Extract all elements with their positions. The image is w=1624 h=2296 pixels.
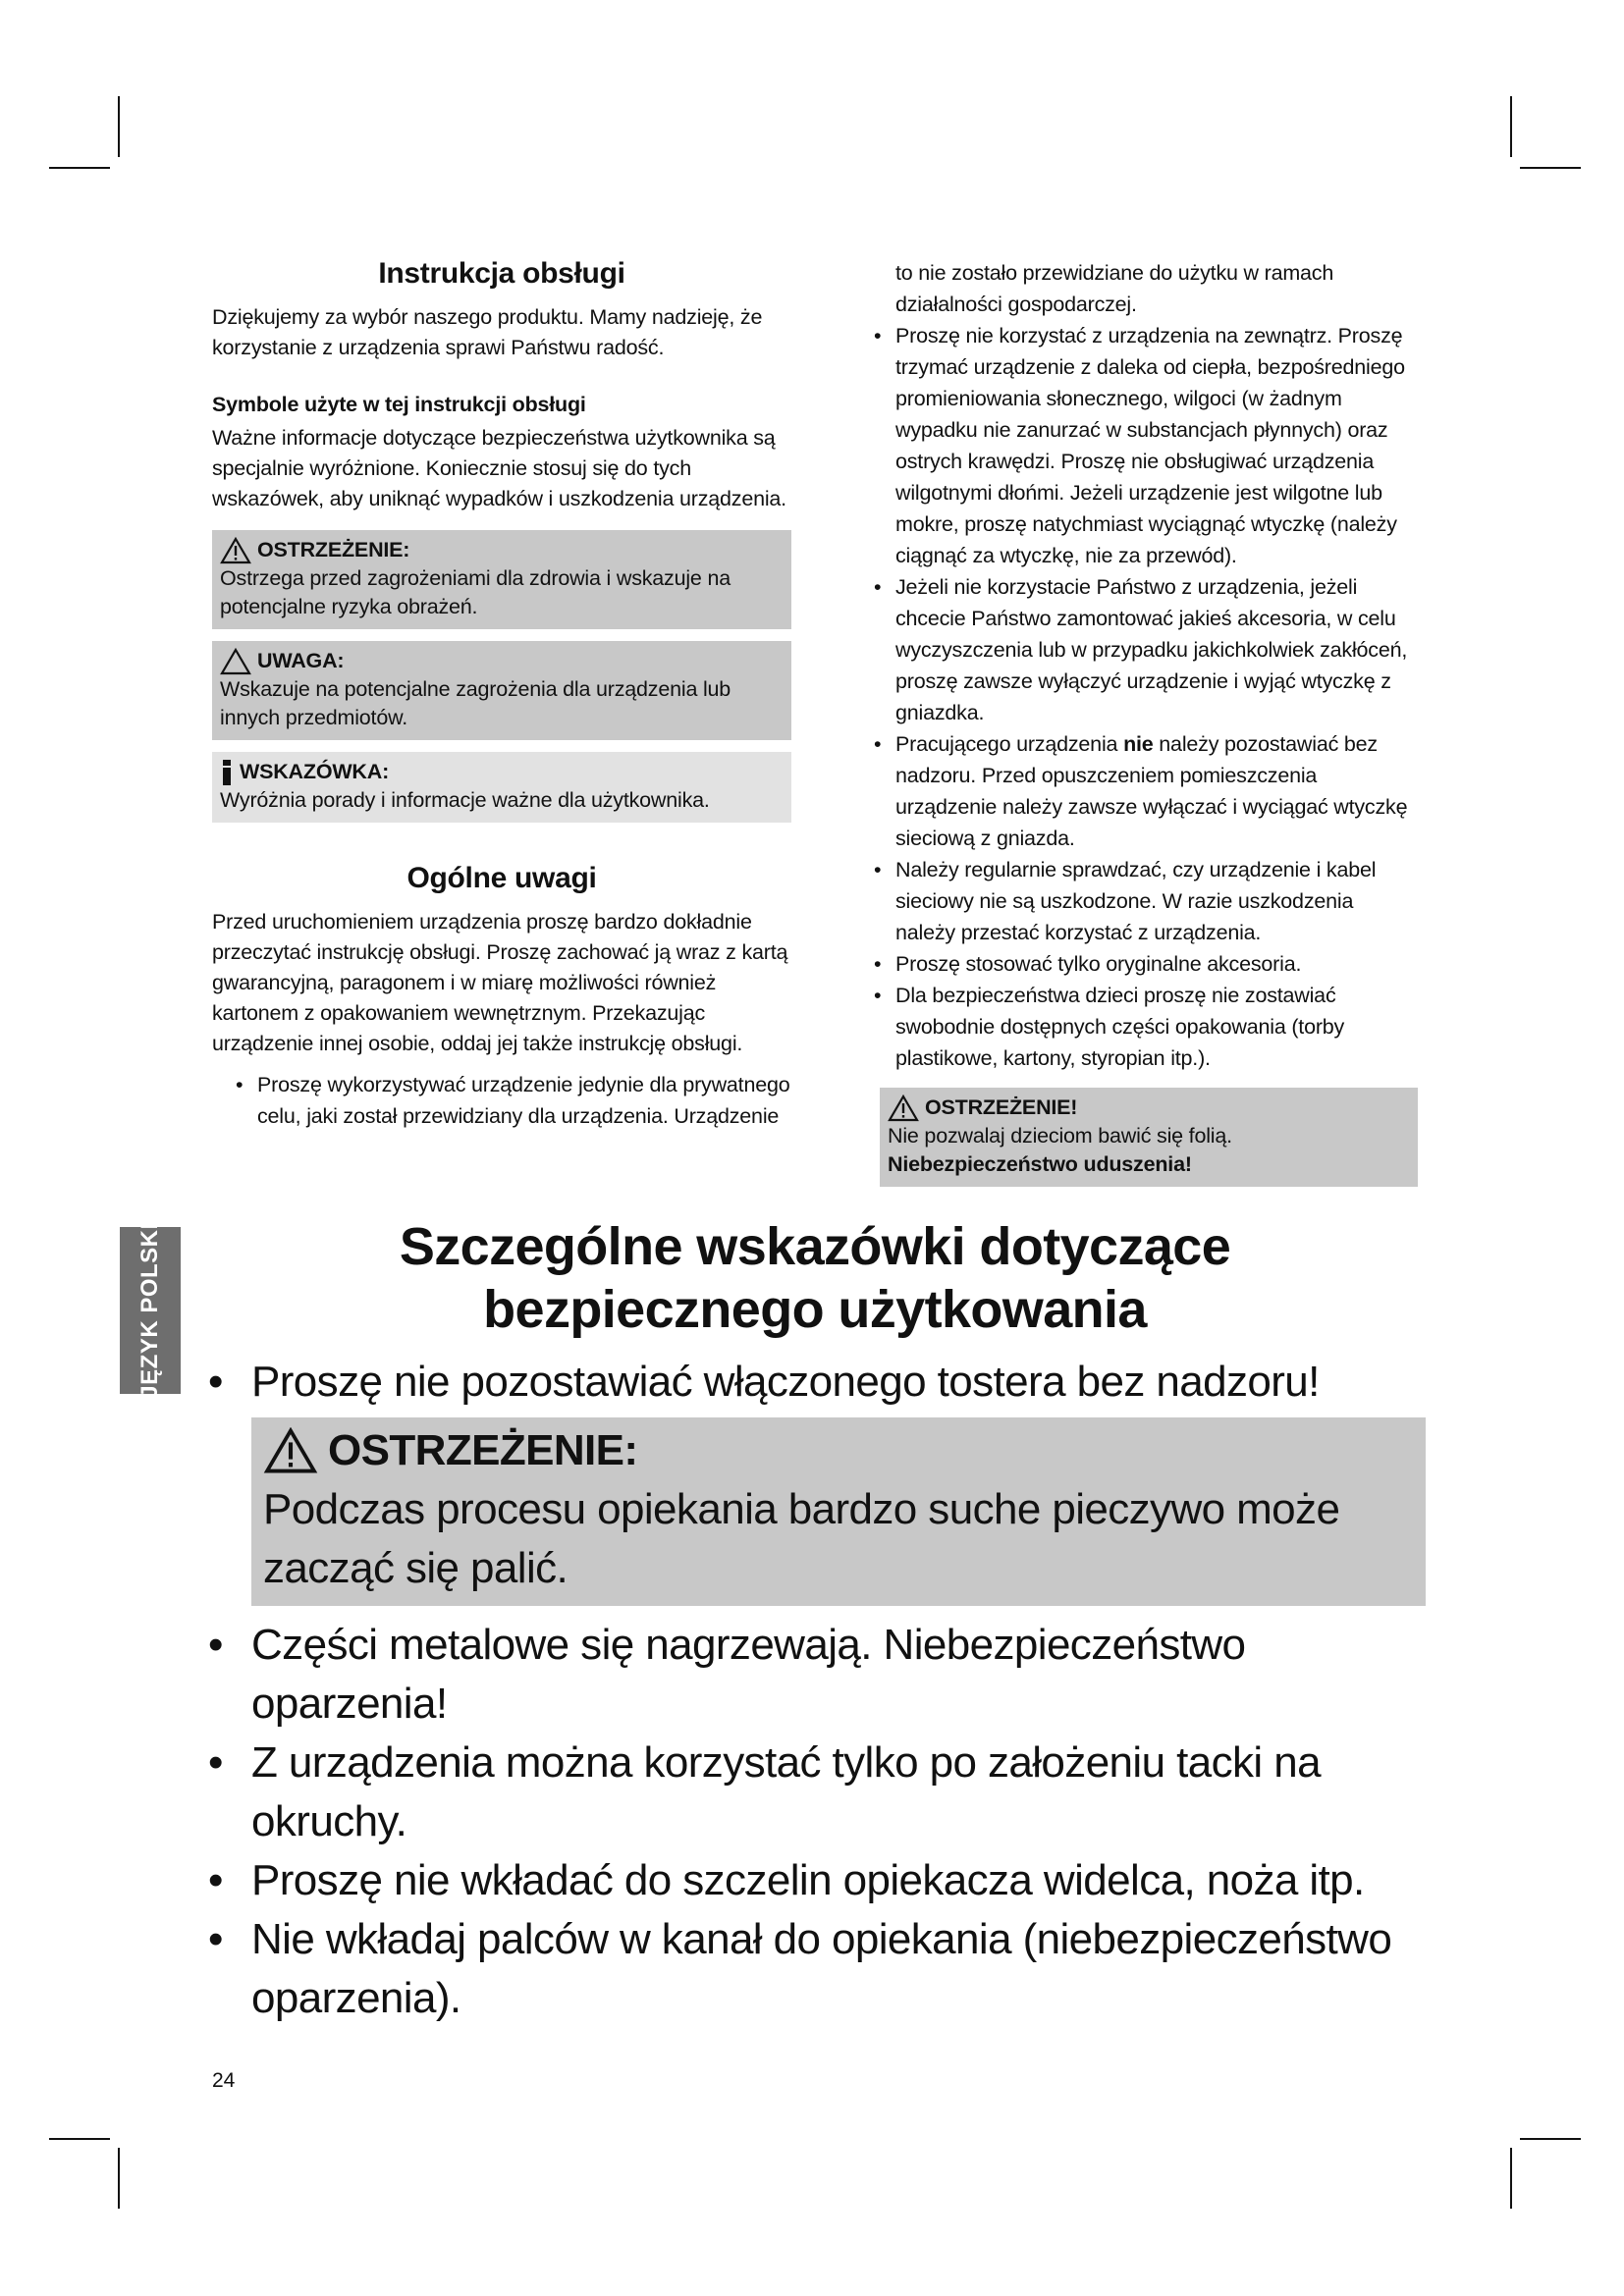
info-icon <box>220 759 234 786</box>
note-text: Wyróżnia porady i informacje ważne dla użytkownika. <box>220 788 710 812</box>
list-item: • Pracującego urządzenia nie należy pozostawiać bez nadzoru. Przed opuszczeniem pomieszczenia urządzenie należy zawsze wyłączać i wyciągać wtyczkę sieciową z gniazda. <box>874 732 1408 850</box>
warning-triangle-icon <box>888 1095 919 1122</box>
list-item-continuation: to nie zostało przewidziane do użytku w ramach działalności gospodarczej. <box>895 261 1334 316</box>
crop-mark <box>49 2138 110 2140</box>
crop-mark <box>118 2148 120 2209</box>
special-safety-title: Szczególne wskazówki dotyczące bezpiecznego użytkowania <box>399 1217 1231 1339</box>
list-item: • Proszę nie wkładać do szczelin opiekacza widelca, noża itp. <box>208 1856 1365 1904</box>
caution-text: Wskazuje na potencjalne zagrożenia dla urządzenia lub innych przedmiotów. <box>220 677 731 729</box>
instructions-title: Instrukcja obsługi <box>378 257 625 290</box>
warning-text: Ostrzega przed zagrożeniami dla zdrowia i wskazuje na potencjalne ryzyka obrażeń. <box>220 566 731 618</box>
note-box <box>212 752 791 823</box>
note-label: WSKAZÓWKA: <box>240 760 390 783</box>
language-tab-label: JĘZYK POLSKI <box>136 1222 163 1399</box>
list-item: • Dla bezpieczeństwa dzieci proszę nie zostawiać swobodnie dostępnych części opakowania (torby plastikowe, kartony, styropian itp.). <box>874 984 1345 1070</box>
list-item: • Proszę nie pozostawiać włączonego tostera bez nadzoru! <box>208 1358 1320 1406</box>
warning-text: Podczas procesu opiekania bardzo suche pieczywo może zacząć się palić. <box>263 1485 1340 1592</box>
language-tab <box>120 1222 181 1399</box>
warning-emphasis: Niebezpieczeństwo uduszenia! <box>888 1152 1192 1176</box>
list-item: • Proszę nie korzystać z urządzenia na zewnątrz. Proszę trzymać urządzenie z daleka od ciepła, bezpośredniego promieniowania słonecznego, wilgoci (w żadnym wypadku nie zanurzać w substancjach płynnych) oraz ostrych krawędzi. Proszę nie obsługiwać urządzenia wilgotnymi dłońmi. Jeżeli urządzenie jest wilgotne lub mokre, proszę natychmiast wyciągnąć wtyczkę (należy ciągnąć za wtyczkę, nie za przewód). <box>874 324 1405 567</box>
list-item: • Części metalowe się nagrzewają. Niebezpieczeństwo oparzenia! <box>208 1621 1246 1728</box>
page-number: 24 <box>212 2069 236 2092</box>
right-bullet-list <box>850 257 1418 1074</box>
list-item: • Nie wkładaj palców w kanał do opiekania (niebezpieczeństwo oparzenia). <box>208 1915 1392 2022</box>
intro-text: Dziękujemy za wybór naszego produktu. Mamy nadzieję, że korzystanie z urządzenia sprawi Państwu radość. <box>212 305 763 359</box>
left-bullet-list <box>212 1069 791 1132</box>
warning-label: OSTRZEŻENIE! <box>925 1095 1078 1119</box>
left-column <box>212 253 791 1132</box>
toaster-warning-box <box>251 1417 1426 1606</box>
right-column <box>850 257 1418 1187</box>
crop-mark <box>1520 2138 1581 2140</box>
list-item: • Proszę wykorzystywać urządzenie jedynie dla prywatnego celu, jaki został przewidziany dla urządzenia. Urządzenie <box>236 1073 790 1128</box>
warning-label: OSTRZEŻENIE: <box>257 538 410 561</box>
caution-label: UWAGA: <box>257 649 345 672</box>
crop-mark <box>1520 167 1581 169</box>
children-warning-box <box>880 1088 1418 1187</box>
special-safety-list <box>208 1353 1426 2028</box>
caution-triangle-icon <box>220 648 251 675</box>
list-item: • Należy regularnie sprawdzać, czy urządzenie i kabel sieciowy nie są uszkodzone. W razie uszkodzenia należy przestać korzystać z urządzenia. <box>874 858 1377 944</box>
warning-text: Nie pozwalaj dzieciom bawić się folią. <box>888 1124 1232 1148</box>
general-notes-title: Ogólne uwagi <box>406 862 597 894</box>
warning-label: OSTRZEŻENIE: <box>328 1426 638 1474</box>
list-item: • Z urządzenia można korzystać tylko po założeniu tacki na okruchy. <box>208 1738 1321 1845</box>
warning-triangle-icon <box>263 1427 318 1474</box>
warning-box <box>212 530 791 629</box>
list-item: • Proszę stosować tylko oryginalne akcesoria. <box>874 952 1302 976</box>
general-notes-text: Przed uruchomieniem urządzenia proszę bardzo dokładnie przeczytać instrukcję obsługi. Proszę zachować ją wraz z kartą gwarancyjną, paragonem i w miarę możliwości również kartonem z opakowaniem wewnętrznym. Przekazując urządzenie innej osobie, oddaj jej także instrukcję obsługi. <box>212 910 788 1055</box>
warning-triangle-icon <box>220 537 251 564</box>
crop-mark <box>1510 96 1512 157</box>
crop-mark <box>1510 2148 1512 2209</box>
crop-mark <box>118 96 120 157</box>
list-item: • Jeżeli nie korzystacie Państwo z urządzenia, jeżeli chcecie Państwo zamontować jakieś akcesoria, w celu wyczyszczenia lub w przypadku jakichkolwiek zakłóceń, proszę zawsze wyłączyć urządzenie i wyjąć wtyczkę z gniazdka. <box>874 575 1408 724</box>
crop-mark <box>49 167 110 169</box>
caution-box <box>212 641 791 740</box>
symbols-heading: Symbole użyte w tej instrukcji obsługi <box>212 393 586 416</box>
symbols-text: Ważne informacje dotyczące bezpieczeństwa użytkownika są specjalnie wyróżnione. Koniecznie stosuj się do tych wskazówek, aby uniknąć wypadków i uszkodzenia urządzenia. <box>212 426 786 510</box>
